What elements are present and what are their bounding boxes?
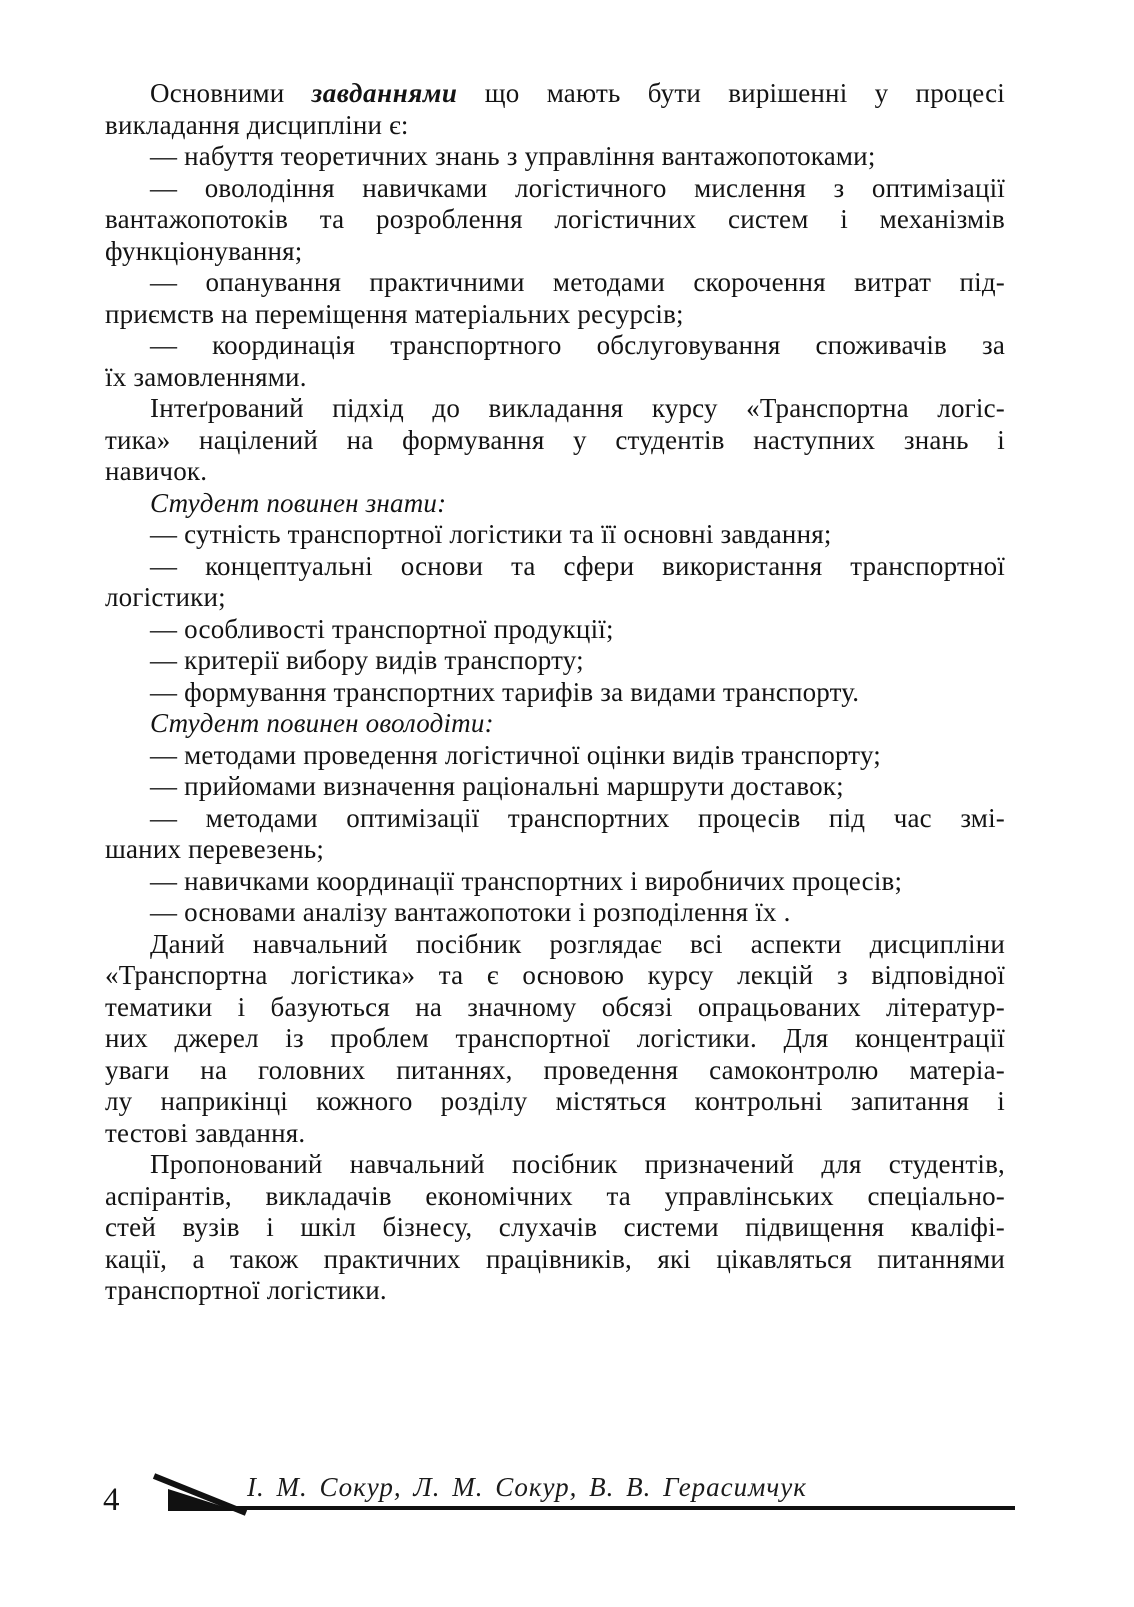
- text-line: «Транспортна логістика» та є основою курсу лекцій з відповідної: [105, 960, 1005, 990]
- text-line: тематики і базуються на значному обсязі опрацьованих літератур-: [105, 991, 1005, 1022]
- text-line: стей вузів і шкіл бізнесу, слухачів системи підвищення кваліфі-: [105, 1212, 1005, 1242]
- text-line: — навичками координації транспортних і виробничих процесів;: [150, 865, 903, 896]
- text-line: — сутність транспортної логістики та її основні завдання;: [150, 519, 832, 549]
- text-segment: що мають бути вирішенні у процесі: [457, 78, 1005, 108]
- text-line: — координація транспортного обслуговування споживачів за: [150, 330, 1005, 360]
- text-line: — опанування практичними методами скорочення витрат під-: [150, 267, 1005, 297]
- arrow-decoration-icon: [148, 1470, 258, 1520]
- text-line: викладання дисципліни є:: [105, 109, 409, 140]
- text-line: функціонування;: [105, 235, 303, 266]
- text-line: — набуття теоретичних знань з управління вантажопотоками;: [150, 141, 876, 171]
- text-line: — критерії вибору видів транспорту;: [150, 645, 584, 675]
- text-line: — методами проведення логістичної оцінки видів транспорту;: [150, 739, 881, 770]
- text-line: транспортної логістики.: [105, 1275, 387, 1305]
- text-segment: Основними: [150, 78, 312, 108]
- page-number: 4: [103, 1482, 120, 1518]
- text-line: [105, 78, 1005, 110]
- section-heading-student-master: Студент повинен оволодіти:: [150, 708, 494, 738]
- text-line: Інтеґрований підхід до викладання курсу «Транспортна логіс-: [150, 393, 1005, 423]
- text-line: — формування транспортних тарифів за видами транспорту.: [150, 676, 860, 707]
- text-line: їх замовленнями.: [105, 361, 307, 392]
- text-line: навичок.: [105, 456, 208, 486]
- text-line: них джерел із проблем транспортної логістики. Для концентрації: [105, 1023, 1005, 1053]
- text-line: — методами оптимізації транспортних процесів під час змі-: [150, 802, 1005, 833]
- text-line: — концептуальні основи та сфери використання транспортної: [150, 550, 1005, 581]
- text-line: тика» націлений на формування у студентів наступних знань і: [105, 424, 1005, 455]
- text-line: — оволодіння навичками логістичного мислення з оптимізації: [150, 172, 1005, 203]
- text-line: тестові завдання.: [105, 1117, 306, 1148]
- footer-authors: І. М. Сокур, Л. М. Сокур, В. В. Герасимчук: [247, 1472, 807, 1502]
- text-line: приємств на переміщення матеріальних ресурсів;: [105, 298, 684, 329]
- text-line: — прийомами визначення раціональні маршрути доставок;: [150, 771, 844, 801]
- footer-rule: [233, 1506, 1015, 1510]
- text-line: кації, а також практичних працівників, які цікавляться питаннями: [105, 1243, 1005, 1274]
- text-line: лу наприкінці кожного розділу містяться контрольні запитання і: [105, 1086, 1005, 1116]
- text-line: аспірантів, викладачів економічних та управлінських спеціально-: [105, 1180, 1005, 1211]
- emphasis-text: завданнями: [311, 78, 458, 108]
- text-line: вантажопотоків та розроблення логістичних систем і механізмів: [105, 204, 1005, 234]
- page-content: [105, 78, 1005, 1307]
- text-line: — особливості транспортної продукції;: [150, 613, 614, 644]
- text-line: логістики;: [105, 582, 226, 612]
- text-line: — основами аналізу вантажопотоки і розподілення їх .: [150, 897, 791, 927]
- section-heading-student-know: Студент повинен знати:: [150, 487, 447, 518]
- text-line: шаних перевезень;: [105, 834, 325, 864]
- text-line: Пропонований навчальний посібник призначений для студентів,: [150, 1149, 1005, 1179]
- text-line: уваги на головних питаннях, проведення самоконтролю матеріа-: [105, 1054, 1005, 1085]
- text-line: Даний навчальний посібник розглядає всі аспекти дисципліни: [150, 928, 1005, 959]
